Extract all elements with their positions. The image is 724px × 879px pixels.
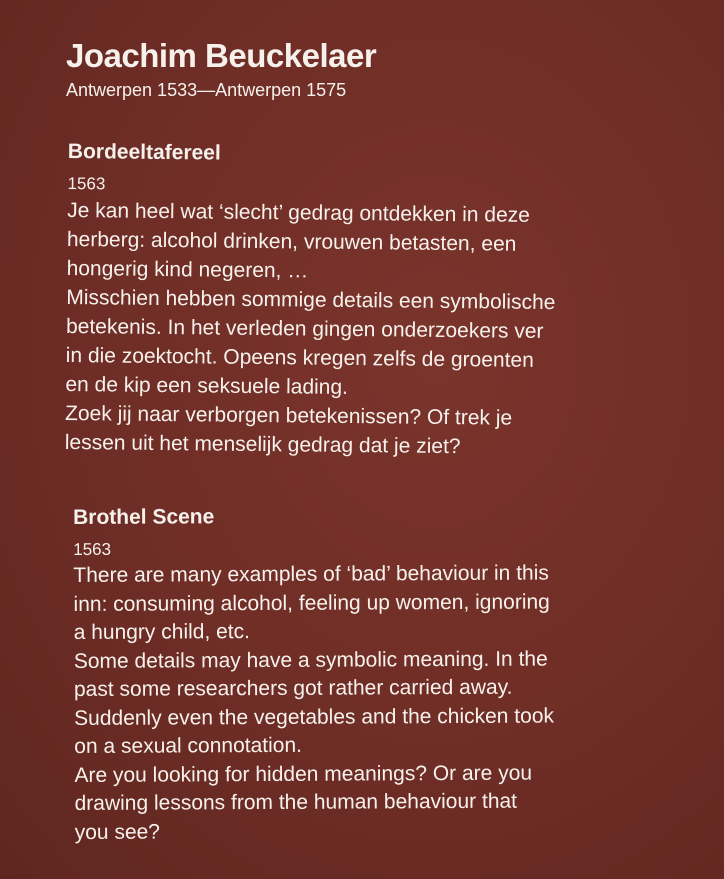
- dutch-line: betekenis. In het verleden gingen onderzoekers ver: [65, 314, 544, 343]
- english-title: Brothel Scene: [73, 505, 215, 529]
- english-line: past some researchers got rather carried away.: [73, 675, 513, 701]
- dutch-line: Je kan heel wat ‘slecht’ gedrag ontdekken in deze: [67, 198, 531, 227]
- dutch-line: herberg: alcohol drinken, vrouwen betasten, een: [66, 227, 517, 256]
- english-year: 1563: [73, 539, 112, 559]
- dutch-line: hongerig kind negeren, …: [66, 256, 309, 283]
- dutch-line: Zoek jij naar verborgen betekenissen? Of trek je: [64, 401, 513, 430]
- dutch-body: [65, 196, 668, 463]
- english-body: [73, 559, 674, 847]
- dutch-line: in die zoektocht. Opeens kregen zelfs de groenten: [65, 343, 534, 372]
- english-line: inn: consuming alcohol, feeling up women, ignoring: [73, 590, 550, 616]
- english-line: There are many examples of ‘bad’ behaviour in this: [73, 561, 549, 587]
- english-line: Some details may have a symbolic meaning. In the: [73, 647, 548, 673]
- dutch-line: lessen uit het menselijk gedrag dat je ziet?: [64, 430, 461, 459]
- dutch-title: Bordeeltafereel: [67, 139, 221, 165]
- english-line: Suddenly even the vegetables and the chicken took: [74, 703, 555, 730]
- artist-dates: Antwerpen 1533—Antwerpen 1575: [66, 80, 347, 100]
- english-section: [73, 501, 675, 847]
- english-line: you see?: [74, 820, 161, 844]
- english-line: on a sexual connotation.: [74, 733, 302, 758]
- artist-name: Joachim Beuckelaer: [66, 37, 377, 74]
- english-line: a hungry child, etc.: [73, 620, 250, 644]
- dutch-year: 1563: [67, 173, 106, 194]
- english-line: Are you looking for hidden meanings? Or are you: [74, 761, 533, 787]
- english-line: drawing lessons from the human behaviour that: [74, 789, 518, 815]
- dutch-line: en de kip een seksuele lading.: [65, 372, 349, 399]
- artist-header: [66, 28, 686, 102]
- dutch-section: [65, 138, 668, 463]
- dutch-line: Misschien hebben sommige details een symbolische: [66, 285, 556, 315]
